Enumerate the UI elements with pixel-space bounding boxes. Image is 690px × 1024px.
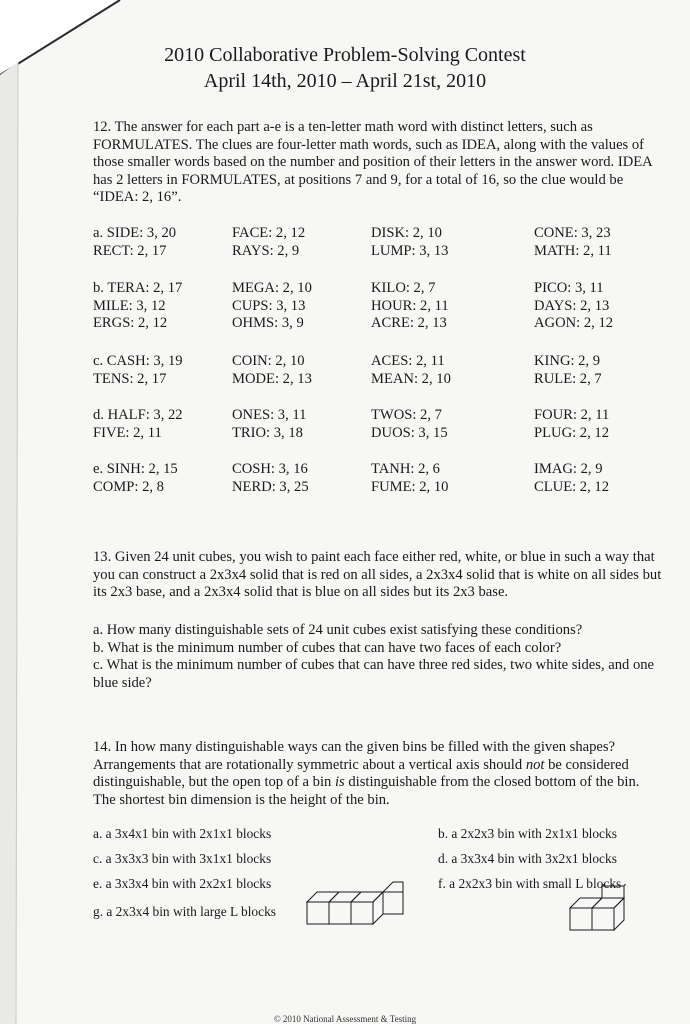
clue: ERGS: 2, 12 — [93, 315, 168, 331]
clue: TWOS: 2, 7 — [371, 407, 442, 423]
problem-13-question: a. How many distinguishable sets of 24 unit cubes exist satisfying these conditions? — [93, 622, 583, 638]
clue: COMP: 2, 8 — [93, 478, 164, 495]
problem-13-line: you can construct a 2x3x4 solid that is red on all sides, a 2x3x4 solid that is white on all sides but — [93, 566, 662, 583]
clue: FIVE: 2, 11 — [93, 424, 162, 441]
problem-14-text: Arrangements that are rotationally symmetric about a vertical axis should — [93, 756, 526, 773]
problem-12-line: FORMULATES. The clues are four-letter math words, such as IDEA, along with the values of — [93, 136, 645, 153]
clue: COIN: 2, 10 — [232, 353, 305, 369]
clue: RULE: 2, 7 — [534, 370, 602, 387]
clue: ACES: 2, 11 — [371, 353, 445, 369]
clue: c. CASH: 3, 19 — [93, 353, 183, 369]
clue: TENS: 2, 17 — [93, 370, 167, 387]
bin-e: e. a 3x3x4 bin with 2x2x1 blocks — [93, 876, 272, 891]
problem-13-question: c. What is the minimum number of cubes that can have three red sides, two white sides, and one — [93, 657, 655, 673]
problem-14-line: The shortest bin dimension is the height of the bin. — [93, 791, 390, 808]
clue: KING: 2, 9 — [534, 353, 601, 369]
clue: FOUR: 2, 11 — [534, 407, 610, 423]
clue: COSH: 3, 16 — [232, 461, 308, 477]
clue: TRIO: 3, 18 — [232, 424, 303, 441]
clue: OHMS: 3, 9 — [232, 315, 304, 331]
clue: DAYS: 2, 13 — [534, 297, 610, 314]
small-l-block-drawing — [569, 884, 629, 932]
problem-14-line — [93, 757, 690, 775]
clue: KILO: 2, 7 — [371, 280, 436, 296]
problem-13-question: blue side? — [93, 674, 152, 691]
clue: AGON: 2, 12 — [534, 315, 614, 331]
bin-d: d. a 3x3x4 bin with 3x2x1 blocks — [438, 851, 617, 866]
clue: DISK: 2, 10 — [371, 225, 442, 241]
clue: CLUE: 2, 12 — [534, 478, 609, 495]
clue: PICO: 3, 11 — [534, 280, 604, 296]
bin-f: f. a 2x2x3 bin with small L blocks — [438, 876, 622, 891]
clue: FACE: 2, 12 — [232, 225, 306, 241]
clue: MATH: 2, 11 — [534, 242, 612, 259]
problem-14-line: 14. In how many distinguishable ways can the given bins be filled with the given shapes? — [93, 739, 616, 755]
emphasis-is: is — [334, 774, 345, 790]
clue: b. TERA: 2, 17 — [93, 280, 183, 296]
problem-13-line: its 2x3 base, and a 2x3x4 solid that is blue on all sides but its 2x3 base. — [93, 584, 509, 600]
bin-b: b. a 2x2x3 bin with 2x1x1 blocks — [438, 826, 617, 841]
bin-c: c. a 3x3x3 bin with 3x1x1 blocks — [93, 851, 272, 866]
clue: MEGA: 2, 10 — [232, 280, 312, 296]
emphasis-not: not — [525, 756, 545, 773]
clue: LUMP: 3, 13 — [371, 242, 449, 259]
clue: FUME: 2, 10 — [371, 478, 449, 495]
clue: IMAG: 2, 9 — [534, 461, 603, 477]
clue: MODE: 2, 13 — [232, 370, 312, 387]
problem-14-text: distinguishable, but the open top of a bin — [93, 774, 335, 790]
problem-12-line: 12. The answer for each part a-e is a ten-letter math word with distinct letters, such as — [93, 119, 593, 135]
clue: e. SINH: 2, 15 — [93, 461, 178, 477]
clue: HOUR: 2, 11 — [371, 297, 449, 314]
large-l-block-drawing — [306, 880, 404, 926]
contest-title: 2010 Collaborative Problem-Solving Contest — [164, 44, 526, 66]
page-footer: © 2010 National Assessment & Testing — [273, 1014, 417, 1024]
clue: PLUG: 2, 12 — [534, 424, 609, 441]
bin-g: g. a 2x3x4 bin with large L blocks — [93, 904, 276, 919]
clue: DUOS: 3, 15 — [371, 424, 448, 441]
clue: MEAN: 2, 10 — [371, 370, 451, 387]
clue: CUPS: 3, 13 — [232, 297, 306, 314]
problem-13-question: b. What is the minimum number of cubes that can have two faces of each color? — [93, 639, 562, 656]
bin-a: a. a 3x4x1 bin with 2x1x1 blocks — [93, 826, 272, 841]
clue: d. HALF: 3, 22 — [93, 407, 183, 423]
clue: TANH: 2, 6 — [371, 461, 440, 477]
clue: RECT: 2, 17 — [93, 242, 167, 259]
problem-12-line: “IDEA: 2, 16”. — [93, 189, 182, 205]
clue: a. SIDE: 3, 20 — [93, 225, 177, 241]
problem-12-line: has 2 letters in FORMULATES, at positions 7 and 9, for a total of 16, so the clue would be — [93, 171, 624, 188]
problem-13-line: 13. Given 24 unit cubes, you wish to paint each face either red, white, or blue in such a way that — [93, 549, 655, 565]
problem-14-text: distinguishable from the closed bottom of the bin. — [344, 774, 640, 790]
contest-dates: April 14th, 2010 – April 21st, 2010 — [203, 70, 487, 92]
problem-13-intro — [93, 549, 690, 602]
clue: ONES: 3, 11 — [232, 407, 307, 423]
problem-13-questions — [93, 622, 690, 692]
clue: CONE: 3, 23 — [534, 225, 611, 241]
problem-14-intro — [93, 739, 690, 809]
problem-14-line — [93, 774, 690, 792]
problem-14-text: be considered — [544, 756, 629, 773]
clue: ACRE: 2, 13 — [371, 315, 447, 331]
clue: RAYS: 2, 9 — [232, 242, 300, 259]
clue: MILE: 3, 12 — [93, 297, 166, 314]
problem-12-line: those smaller words based on the number and position of their letters in the answer word. IDEA — [93, 154, 653, 170]
clue: NERD: 3, 25 — [232, 478, 309, 495]
problem-12-intro — [93, 119, 690, 207]
